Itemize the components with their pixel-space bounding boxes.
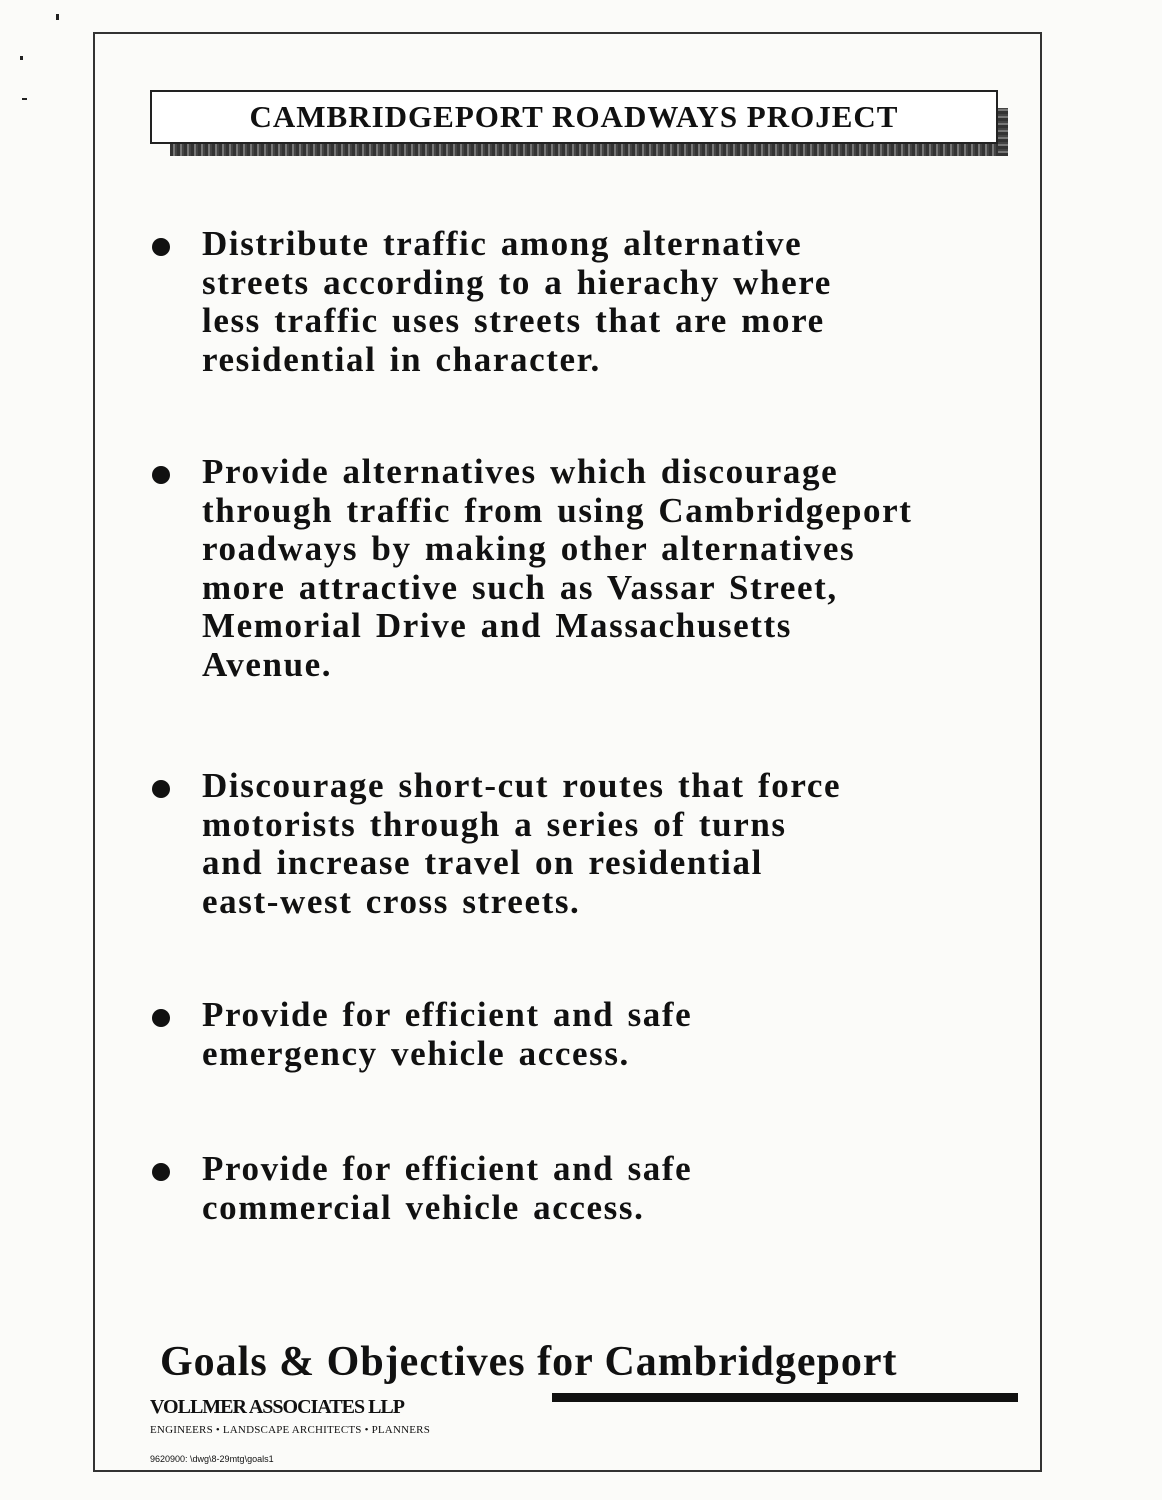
- title-box-shadow: [170, 144, 1008, 156]
- list-item-line: Discourage short-cut routes that force: [202, 766, 842, 805]
- list-item-line: Provide for efficient and safe: [202, 995, 693, 1034]
- list-item-line: less traffic uses streets that are more: [202, 301, 825, 340]
- page-title: CAMBRIDGEPORT ROADWAYS PROJECT: [249, 99, 899, 134]
- footer-rule: [552, 1393, 1018, 1402]
- scan-speck: [20, 56, 23, 60]
- bullet-icon: [152, 1163, 170, 1181]
- bullet-icon: [152, 466, 170, 484]
- title-box-shadow: [998, 108, 1008, 156]
- list-item-line: Avenue.: [202, 644, 333, 684]
- list-item-line: residential in character.: [202, 339, 601, 379]
- bullet-icon: [152, 1009, 170, 1027]
- list-item-line: commercial vehicle access.: [202, 1187, 645, 1227]
- list-item-line: east-west cross streets.: [202, 881, 581, 921]
- list-item-line: more attractive such as Vassar Street,: [202, 567, 838, 607]
- list-item-line: Provide alternatives which discourage: [202, 452, 839, 491]
- scan-speck: [56, 14, 59, 20]
- file-reference: 9620900: \dwg\8-29mtg\goals1: [150, 1454, 274, 1464]
- list-item-line: roadways by making other alternatives: [202, 529, 856, 568]
- list-item-line: motorists through a series of turns: [202, 804, 787, 844]
- firm-name: VOLLMER ASSOCIATES LLP: [150, 1396, 404, 1418]
- bullet-icon: [152, 780, 170, 798]
- list-item-line: Memorial Drive and Massachusetts: [202, 606, 792, 645]
- footer-title: Goals & Objectives for Cambridgeport: [160, 1339, 898, 1385]
- list-item-line: streets according to a hierachy where: [202, 262, 832, 302]
- list-item-line: Provide for efficient and safe: [202, 1149, 693, 1188]
- scan-speck: [22, 98, 27, 100]
- firm-tagline: ENGINEERS • LANDSCAPE ARCHITECTS • PLANNERS: [150, 1424, 431, 1436]
- list-item-line: emergency vehicle access.: [202, 1033, 630, 1073]
- title-box: [150, 90, 998, 144]
- list-item-line: Distribute traffic among alternative: [202, 224, 803, 263]
- list-item-line: through traffic from using Cambridgeport: [202, 490, 913, 530]
- bullet-icon: [152, 238, 170, 256]
- list-item-line: and increase travel on residential: [202, 843, 763, 882]
